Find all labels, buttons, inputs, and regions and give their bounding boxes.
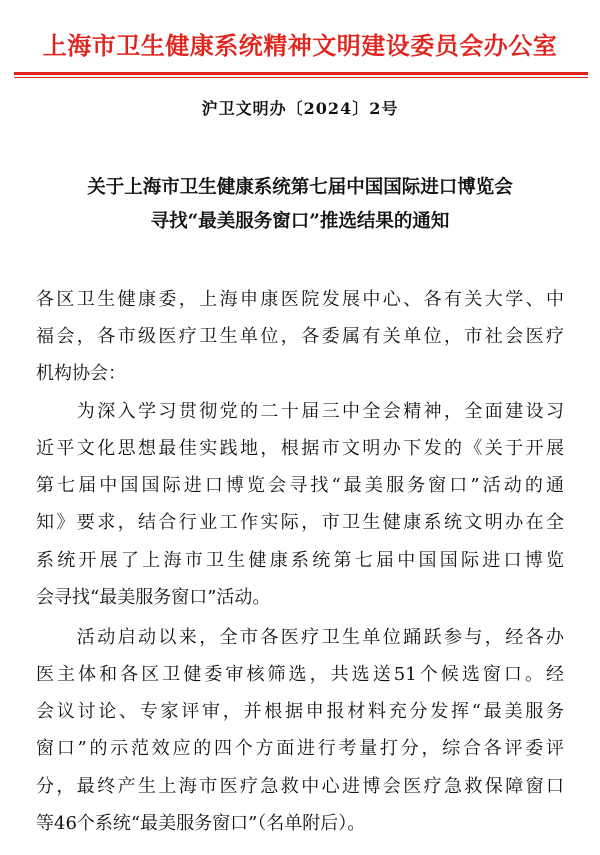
body-line: 医主体和各区卫健委审核筛选，共选送51个候选窗口。经 [36, 664, 564, 685]
header-rule-thick [14, 72, 588, 75]
body-line: 会议讨论、专家评审，并根据申报材料充分发挥“最美服务 [36, 701, 564, 722]
body-line: 系统开展了上海市卫生健康系统第七届中国国际进口博览 [36, 550, 564, 571]
body-line: 等46个系统“最美服务窗口”（名单附后）。 [36, 813, 366, 834]
document-title-line-1: 关于上海市卫生健康系统第七届中国国际进口博览会 [87, 177, 513, 198]
body-line: 为深入学习贯彻党的二十届三中全会精神，全面建设习 [36, 401, 564, 422]
body-line: 活动启动以来，全市各医疗卫生单位踊跃参与，经各办 [36, 627, 564, 648]
body-line: 近平文化思想最佳实践地，根据市文明办下发的《关于开展 [36, 438, 564, 459]
document-title-line-2: 寻找“最美服务窗口”推选结果的通知 [150, 211, 450, 232]
body-line: 机构协会： [36, 363, 126, 384]
body-line: 分，最终产生上海市医疗急救中心进博会医疗急救保障窗口 [36, 776, 564, 797]
body-line: 窗口”的示范效应的四个方面进行考量打分，综合各评委评 [36, 738, 564, 759]
body-line: 知》要求，结合行业工作实际，市卫生健康系统文明办在全 [36, 512, 564, 533]
issuing-office-header: 上海市卫生健康系统精神文明建设委员会办公室 [42, 31, 558, 60]
body-line: 各区卫生健康委，上海申康医院发展中心、各有关大学、中 [36, 289, 564, 310]
header-rule-thin [14, 77, 588, 78]
body-line: 第七届中国国际进口博览会寻找“最美服务窗口”活动的通 [36, 475, 564, 496]
body-line: 会寻找“最美服务窗口”活动。 [36, 587, 271, 608]
document-number: 沪卫文明办〔2024〕2号 [201, 99, 399, 118]
body-line: 福会，各市级医疗卫生单位，各委属有关单位，市社会医疗 [36, 326, 564, 347]
